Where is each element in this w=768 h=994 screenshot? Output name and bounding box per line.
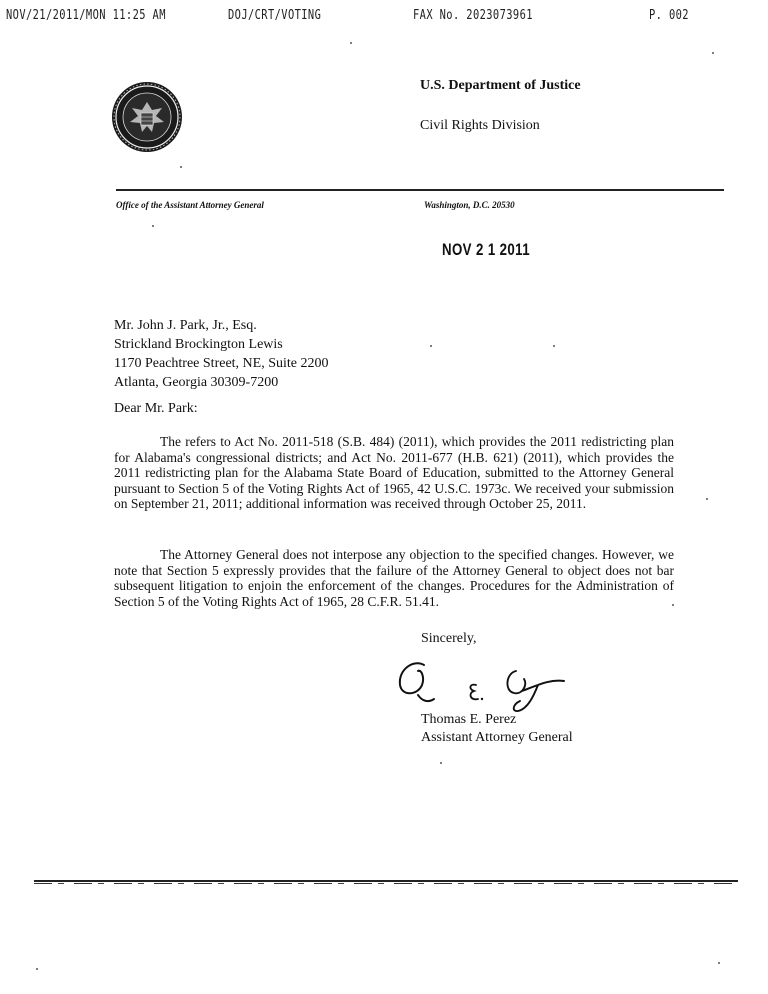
valediction: Sincerely,	[421, 631, 477, 646]
handwritten-signature-icon	[388, 655, 578, 715]
scan-speck	[430, 345, 432, 347]
scan-speck	[712, 52, 714, 54]
fax-number: FAX No. 2023073961	[413, 8, 533, 23]
body-paragraph-2: The Attorney General does not interpose any objection to the specified changes. However, we note that Section 5 expressly provides that the failure of the Attorney General to object does not bar subsequent litigation to enjoin the enforcement of the changes. Procedures for the Administration of Section 5 of the Voting Rights Act of 1965, 28 C.F.R. 51.41.	[114, 547, 674, 609]
recipient-street: 1170 Peachtree Street, NE, Suite 2200	[114, 356, 329, 371]
fax-sender: DOJ/CRT/VOTING	[228, 8, 322, 23]
recipient-name: Mr. John J. Park, Jr., Esq.	[114, 318, 257, 333]
scan-speck	[718, 962, 720, 964]
fax-noise-line-dashed	[34, 883, 738, 884]
recipient-city: Atlanta, Georgia 30309-7200	[114, 375, 279, 390]
scan-speck	[672, 604, 674, 606]
salutation: Dear Mr. Park:	[114, 401, 198, 416]
scan-speck	[36, 968, 38, 970]
scan-speck	[350, 42, 352, 44]
agency-name: U.S. Department of Justice	[420, 78, 581, 93]
scan-speck	[180, 166, 182, 168]
office-name: Office of the Assistant Attorney General	[116, 200, 264, 210]
scan-speck	[553, 345, 555, 347]
doj-seal-icon	[110, 80, 184, 154]
fax-noise-line	[34, 880, 738, 882]
scan-speck	[440, 762, 442, 764]
date-stamp: NOV 2 1 2011	[442, 240, 530, 259]
recipient-address	[114, 316, 328, 392]
fax-datetime: NOV/21/2011/MON 11:25 AM	[6, 8, 166, 23]
fax-page-number: P. 002	[649, 8, 689, 23]
body-paragraph-1: The refers to Act No. 2011-518 (S.B. 484) (2011), which provides the 2011 redistricting plan for Alabama's congressional districts; and Act No. 2011-677 (H.B. 621) (2011), which provides the 2011 redistricting plan for the Alabama State Board of Education, submitted to the Attorney General pursuant to Section 5 of the Voting Rights Act of 1965, 42 U.S.C. 1973c. We received your submission on September 21, 2011; additional information was received through October 25, 2011.	[114, 434, 674, 512]
signer-name: Thomas E. Perez	[421, 712, 517, 727]
division-name: Civil Rights Division	[420, 118, 540, 133]
recipient-firm: Strickland Brockington Lewis	[114, 337, 283, 352]
office-location: Washington, D.C. 20530	[424, 200, 515, 210]
letterhead-rule	[116, 189, 724, 191]
scan-speck	[706, 498, 708, 500]
scan-speck	[152, 225, 154, 227]
signer-title: Assistant Attorney General	[421, 730, 573, 745]
